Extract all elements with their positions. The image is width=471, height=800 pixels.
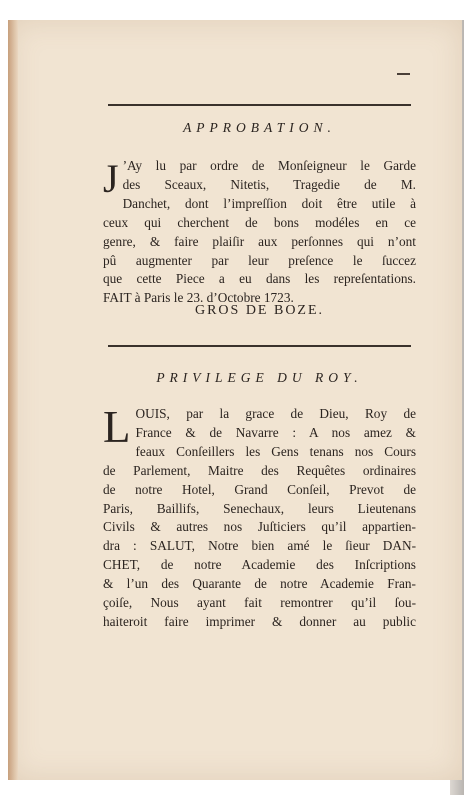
approbation-signature: GROS DE BOZE. bbox=[194, 303, 325, 318]
privilege-text bbox=[103, 402, 416, 632]
approbation-line: des Sceaux, Nitetis, Tragedie de M. bbox=[122, 176, 416, 192]
approbation-line: ’Ay lu par ordre de Monſeigneur le Garde bbox=[122, 158, 416, 173]
approbation-line: que cette Piece a eu dans les repreſentations. bbox=[103, 271, 416, 287]
approbation-heading: APPROBATION. bbox=[183, 120, 336, 135]
approbation-line: pû augmenter par leur preſence le ſuccez bbox=[103, 252, 416, 268]
privilege-line: & l’un des Quarante de notre Academie Fran- bbox=[103, 576, 416, 592]
privilege-line: France & de Navarre : A nos amez & bbox=[135, 424, 416, 440]
approbation-line: genre, & faire plaiſir aux perſonnes qui n’ont bbox=[103, 233, 416, 249]
approbation-line: ceux qui cherchent de bons modéles en ce bbox=[103, 214, 416, 230]
privilege-line: OUIS, par la grace de Dieu, Roy de bbox=[135, 406, 416, 421]
printer-mark bbox=[397, 73, 410, 75]
privilege-dropcap: L bbox=[103, 402, 131, 452]
privilege-line: Civils & autres nos Juſticiers qu’il appartien- bbox=[103, 519, 416, 535]
approbation-text bbox=[103, 157, 416, 308]
privilege-line: haiteroit faire imprimer & donner au public bbox=[103, 613, 416, 629]
approbation-line: Danchet, dont l’impreſſion doit être utile à bbox=[122, 195, 416, 211]
page-binding-edge bbox=[8, 20, 18, 780]
privilege-heading: PRIVILEGE DU ROY. bbox=[156, 370, 363, 385]
privilege-line: de notre Hotel, Grand Conſeil, Prevot de bbox=[103, 481, 416, 497]
top-rule bbox=[108, 104, 411, 106]
privilege-line: dra : SALUT, Notre bien amé le ſieur DAN- bbox=[103, 538, 416, 554]
approbation-line: FAIT à Paris le 23. d’Octobre 1723. bbox=[103, 290, 294, 306]
middle-rule bbox=[108, 345, 411, 347]
privilege-line: feaux Conſeillers les Gens tenans nos Cours bbox=[135, 443, 416, 459]
approbation-dropcap: J bbox=[103, 156, 119, 201]
privilege-line: Paris, Baillifs, Senechaux, leurs Lieutenans bbox=[103, 500, 416, 516]
privilege-line: CHET, de notre Academie des Inſcriptions bbox=[103, 557, 416, 573]
privilege-line: çoiſe, Nous ayant fait remontrer qu’il ſou- bbox=[103, 595, 416, 611]
privilege-line: de Parlement, Maitre des Requêtes ordinaires bbox=[103, 462, 416, 478]
